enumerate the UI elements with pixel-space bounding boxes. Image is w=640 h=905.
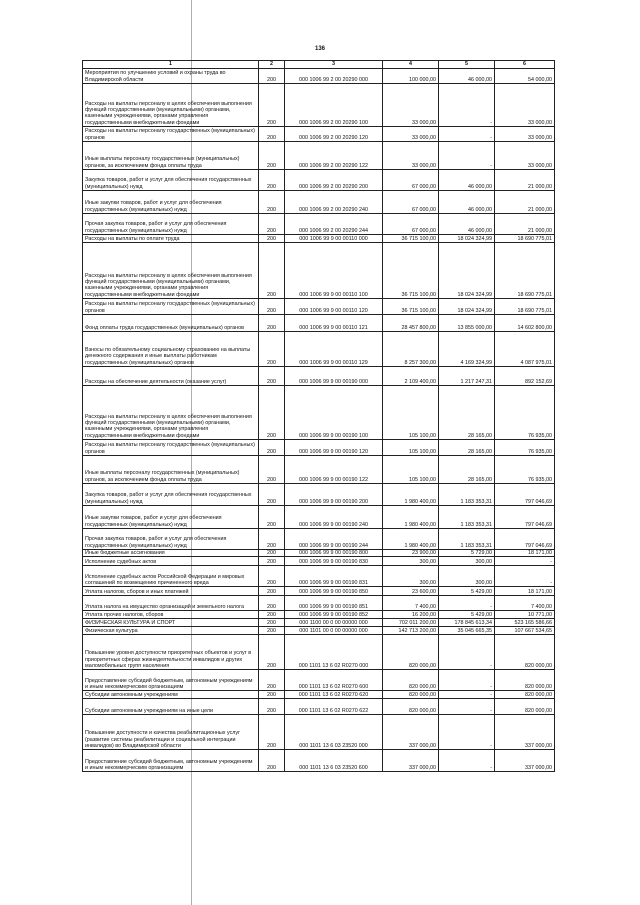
ved-code-cell: 200 (259, 587, 285, 596)
approved-amount-cell: 33 000,00 (383, 84, 439, 127)
ved-code-cell: 200 (259, 84, 285, 127)
ved-code-cell: 200 (259, 299, 285, 315)
approved-amount-cell: 33 000,00 (383, 142, 439, 170)
classification-code-cell: 000 1101 13 6 03 23520 000 (285, 715, 383, 750)
approved-amount-cell: 1 980 400,00 (383, 529, 439, 550)
header-cell: 1 (83, 61, 259, 69)
ved-code-cell: 200 (259, 386, 285, 440)
classification-code-cell: 000 1006 99 9 00 00190 852 (285, 611, 383, 619)
approved-amount-cell: 820 000,00 (383, 670, 439, 691)
approved-amount-cell: 100 000,00 (383, 69, 439, 84)
classification-code-cell: 000 1006 99 2 00 20290 200 (285, 170, 383, 191)
classification-code-cell: 000 1100 00 0 00 00000 000 (285, 619, 383, 627)
classification-code-cell: 000 1006 99 9 00 00190 240 (285, 506, 383, 529)
remaining-amount-cell: 18 171,00 (495, 550, 555, 557)
name-cell: Расходы на обеспечение деятельности (оказание услуг) (83, 367, 259, 386)
classification-code-cell: 000 1006 99 2 00 20290 240 (285, 191, 383, 214)
executed-amount-cell: 18 024 324,99 (439, 243, 495, 299)
remaining-amount-cell: 4 087 975,01 (495, 332, 555, 367)
approved-amount-cell: 67 000,00 (383, 214, 439, 235)
table-row (83, 529, 555, 550)
name-cell: Предоставление субсидий бюджетным, автономным учреждениям и иным некоммерческим организациям (83, 750, 259, 772)
approved-amount-cell: 33 000,00 (383, 127, 439, 142)
ved-code-cell: 200 (259, 142, 285, 170)
table-row (83, 440, 555, 456)
table-row (83, 191, 555, 214)
name-cell: Расходы на выплаты персоналу государственных (муниципальных) органов (83, 299, 259, 315)
executed-amount-cell: 46 000,00 (439, 191, 495, 214)
header-cell: 6 (495, 61, 555, 69)
approved-amount-cell: 142 713 200,00 (383, 627, 439, 635)
remaining-amount-cell: 18 690 775,01 (495, 299, 555, 315)
table-row (83, 699, 555, 715)
executed-amount-cell: 5 729,00 (439, 550, 495, 557)
table-row (83, 69, 555, 84)
name-cell: Субсидии автономным учреждениям (83, 691, 259, 699)
ved-code-cell: 200 (259, 484, 285, 506)
executed-amount-cell: 35 045 665,35 (439, 627, 495, 635)
name-cell: Уплата налога на имущество организаций и земельного налога (83, 596, 259, 611)
header-cell: 4 (383, 61, 439, 69)
classification-code-cell: 000 1006 99 9 00 00190 100 (285, 386, 383, 440)
name-cell: Исполнение судебных актов Российской Федерации и мировых соглашений по возмещению причиненного вреда (83, 566, 259, 587)
approved-amount-cell: 337 000,00 (383, 750, 439, 772)
table-body (83, 69, 555, 772)
executed-amount-cell: - (439, 750, 495, 772)
classification-code-cell: 000 1006 99 9 00 00190 000 (285, 367, 383, 386)
approved-amount-cell: 820 000,00 (383, 699, 439, 715)
classification-code-cell: 000 1006 99 9 00 00190 800 (285, 550, 383, 557)
ved-code-cell: 200 (259, 611, 285, 619)
classification-code-cell: 000 1006 99 9 00 00190 851 (285, 596, 383, 611)
remaining-amount-cell: - (495, 566, 555, 587)
classification-code-cell: 000 1101 13 6 03 23520 600 (285, 750, 383, 772)
ved-code-cell: 200 (259, 627, 285, 635)
ved-code-cell: 200 (259, 367, 285, 386)
approved-amount-cell: 36 715 100,00 (383, 243, 439, 299)
ved-code-cell: 200 (259, 243, 285, 299)
page-number: 136 (314, 46, 325, 52)
ved-code-cell: 200 (259, 506, 285, 529)
name-cell: Субсидии автономным учреждениям на иные цели (83, 699, 259, 715)
table-row (83, 367, 555, 386)
remaining-amount-cell: 21 000,00 (495, 170, 555, 191)
table-row (83, 557, 555, 566)
name-cell: Расходы на выплаты персоналу в целях обеспечения выполнения функций государственными (муниципальными) органами, казенными учреждениями, органами управления государственными внебюджетными фондами (83, 243, 259, 299)
table-row (83, 142, 555, 170)
classification-code-cell: 000 1006 99 9 00 00110 000 (285, 235, 383, 243)
name-cell: Уплата налогов, сборов и иных платежей (83, 587, 259, 596)
name-cell: Иные закупки товаров, работ и услуг для обеспечения государственных (муниципальных) нужд (83, 506, 259, 529)
executed-amount-cell: 300,00 (439, 566, 495, 587)
approved-amount-cell: 105 100,00 (383, 386, 439, 440)
ved-code-cell: 200 (259, 332, 285, 367)
executed-amount-cell: - (439, 596, 495, 611)
name-cell: Уплата прочих налогов, сборов (83, 611, 259, 619)
approved-amount-cell: 105 100,00 (383, 456, 439, 484)
ved-code-cell: 200 (259, 699, 285, 715)
name-cell: Иные бюджетные ассигнования (83, 550, 259, 557)
ved-code-cell: 200 (259, 315, 285, 332)
classification-code-cell: 000 1006 99 2 00 20290 244 (285, 214, 383, 235)
ved-code-cell: 200 (259, 69, 285, 84)
executed-amount-cell: 28 165,00 (439, 386, 495, 440)
table-row (83, 235, 555, 243)
classification-code-cell: 000 1006 99 2 00 20290 100 (285, 84, 383, 127)
table-row (83, 550, 555, 557)
remaining-amount-cell: 337 000,00 (495, 715, 555, 750)
approved-amount-cell: 820 000,00 (383, 691, 439, 699)
remaining-amount-cell: 820 000,00 (495, 635, 555, 670)
name-cell: Иные выплаты персоналу государственных (муниципальных) органов, за исключением фонда оплаты труда (83, 142, 259, 170)
executed-amount-cell: - (439, 715, 495, 750)
executed-amount-cell: 28 165,00 (439, 456, 495, 484)
remaining-amount-cell: 76 935,00 (495, 456, 555, 484)
remaining-amount-cell: 797 046,69 (495, 529, 555, 550)
name-cell: Мероприятия по улучшению условий и охраны труда во Владимирской области (83, 69, 259, 84)
approved-amount-cell: 702 011 200,00 (383, 619, 439, 627)
classification-code-cell: 000 1006 99 9 00 00110 121 (285, 315, 383, 332)
ved-code-cell: 200 (259, 715, 285, 750)
remaining-amount-cell: - (495, 557, 555, 566)
table-row (83, 627, 555, 635)
table-row (83, 170, 555, 191)
executed-amount-cell: 1 217 247,31 (439, 367, 495, 386)
ved-code-cell: 200 (259, 670, 285, 691)
classification-code-cell: 000 1101 13 6 02 R0270 622 (285, 699, 383, 715)
classification-code-cell: 000 1006 99 2 00 20290 122 (285, 142, 383, 170)
approved-amount-cell: 337 000,00 (383, 715, 439, 750)
table-row (83, 214, 555, 235)
name-cell: Расходы на выплаты по оплате труда (83, 235, 259, 243)
approved-amount-cell: 36 715 100,00 (383, 235, 439, 243)
executed-amount-cell: - (439, 670, 495, 691)
remaining-amount-cell: 107 667 534,65 (495, 627, 555, 635)
name-cell: ФИЗИЧЕСКАЯ КУЛЬТУРА И СПОРТ (83, 619, 259, 627)
executed-amount-cell: - (439, 699, 495, 715)
ved-code-cell: 200 (259, 170, 285, 191)
table-row (83, 566, 555, 587)
name-cell: Повышение доступности и качества реабилитационных услуг (развитие системы реабилитации и социальной интеграции инвалидов) во Владимирской области (83, 715, 259, 750)
classification-code-cell: 000 1006 99 9 00 00190 122 (285, 456, 383, 484)
table-row (83, 691, 555, 699)
executed-amount-cell: 46 000,00 (439, 69, 495, 84)
ved-code-cell: 200 (259, 566, 285, 587)
classification-code-cell: 000 1006 99 9 00 00190 850 (285, 587, 383, 596)
table-row (83, 619, 555, 627)
ved-code-cell: 200 (259, 619, 285, 627)
name-cell: Прочая закупка товаров, работ и услуг для обеспечения государственных (муниципальных) нужд (83, 214, 259, 235)
remaining-amount-cell: 820 000,00 (495, 670, 555, 691)
executed-amount-cell: 1 183 353,31 (439, 506, 495, 529)
approved-amount-cell: 8 257 300,00 (383, 332, 439, 367)
executed-amount-cell: 13 855 000,00 (439, 315, 495, 332)
remaining-amount-cell: 820 000,00 (495, 691, 555, 699)
budget-execution-table (82, 60, 555, 772)
classification-code-cell: 000 1101 13 6 02 R0270 620 (285, 691, 383, 699)
name-cell: Исполнение судебных актов (83, 557, 259, 566)
executed-amount-cell: 5 429,00 (439, 611, 495, 619)
approved-amount-cell: 820 000,00 (383, 635, 439, 670)
approved-amount-cell: 300,00 (383, 566, 439, 587)
executed-amount-cell: 28 165,00 (439, 440, 495, 456)
remaining-amount-cell: 523 165 586,66 (495, 619, 555, 627)
ved-code-cell: 200 (259, 529, 285, 550)
classification-code-cell: 000 1006 99 9 00 00110 120 (285, 299, 383, 315)
header-cell: 5 (439, 61, 495, 69)
table-row (83, 386, 555, 440)
executed-amount-cell: - (439, 635, 495, 670)
executed-amount-cell: - (439, 84, 495, 127)
remaining-amount-cell: 10 771,00 (495, 611, 555, 619)
classification-code-cell: 000 1101 13 6 02 R0270 000 (285, 635, 383, 670)
ved-code-cell: 200 (259, 691, 285, 699)
executed-amount-cell: 1 183 353,31 (439, 484, 495, 506)
name-cell: Прочая закупка товаров, работ и услуг для обеспечения государственных (муниципальных) нужд (83, 529, 259, 550)
classification-code-cell: 000 1006 99 9 00 00190 244 (285, 529, 383, 550)
remaining-amount-cell: 7 400,00 (495, 596, 555, 611)
table-row (83, 484, 555, 506)
table-row (83, 84, 555, 127)
name-cell: Закупка товаров, работ и услуг для обеспечения государственных (муниципальных) нужд (83, 170, 259, 191)
approved-amount-cell: 67 000,00 (383, 191, 439, 214)
ved-code-cell: 200 (259, 191, 285, 214)
classification-code-cell: 000 1006 99 2 00 20290 000 (285, 69, 383, 84)
name-cell: Взносы по обязательному социальному страхованию на выплаты денежного содержания и иные выплаты работникам государственных (муниципальных) органов (83, 332, 259, 367)
name-cell: Закупка товаров, работ и услуг для обеспечения государственных (муниципальных) нужд (83, 484, 259, 506)
name-cell: Повышение уровня доступности приоритетных объектов и услуг в приоритетных сферах жизнедеятельности инвалидов и других маломобильных групп населения (83, 635, 259, 670)
remaining-amount-cell: 18 171,00 (495, 587, 555, 596)
remaining-amount-cell: 76 935,00 (495, 440, 555, 456)
remaining-amount-cell: 892 152,69 (495, 367, 555, 386)
executed-amount-cell: 46 000,00 (439, 170, 495, 191)
approved-amount-cell: 23 600,00 (383, 587, 439, 596)
remaining-amount-cell: 797 046,69 (495, 506, 555, 529)
executed-amount-cell: 46 000,00 (439, 214, 495, 235)
name-cell: Расходы на выплаты персоналу государственных (муниципальных) органов (83, 127, 259, 142)
remaining-amount-cell: 18 690 775,01 (495, 243, 555, 299)
table-row (83, 127, 555, 142)
remaining-amount-cell: 797 046,69 (495, 484, 555, 506)
classification-code-cell: 000 1006 99 9 00 00190 831 (285, 566, 383, 587)
remaining-amount-cell: 18 690 775,01 (495, 235, 555, 243)
approved-amount-cell: 23 900,00 (383, 550, 439, 557)
approved-amount-cell: 67 000,00 (383, 170, 439, 191)
table-row (83, 596, 555, 611)
executed-amount-cell: 18 024 324,99 (439, 235, 495, 243)
classification-code-cell: 000 1006 99 2 00 20290 120 (285, 127, 383, 142)
classification-code-cell: 000 1101 00 0 00 00000 000 (285, 627, 383, 635)
remaining-amount-cell: 54 000,00 (495, 69, 555, 84)
executed-amount-cell: 300,00 (439, 557, 495, 566)
executed-amount-cell: - (439, 127, 495, 142)
approved-amount-cell: 1 980 400,00 (383, 506, 439, 529)
ved-code-cell: 200 (259, 127, 285, 142)
executed-amount-cell: - (439, 691, 495, 699)
header-cell: 3 (285, 61, 383, 69)
table-row (83, 750, 555, 772)
ved-code-cell: 200 (259, 235, 285, 243)
table-row (83, 243, 555, 299)
approved-amount-cell: 2 109 400,00 (383, 367, 439, 386)
executed-amount-cell: 5 429,00 (439, 587, 495, 596)
ved-code-cell: 200 (259, 635, 285, 670)
remaining-amount-cell: 14 602 800,00 (495, 315, 555, 332)
executed-amount-cell: 1 183 353,31 (439, 529, 495, 550)
ved-code-cell: 200 (259, 456, 285, 484)
classification-code-cell: 000 1006 99 9 00 00110 100 (285, 243, 383, 299)
classification-code-cell: 000 1006 99 9 00 00190 200 (285, 484, 383, 506)
name-cell: Расходы на выплаты персоналу в целях обеспечения выполнения функций государственными (муниципальными) органами, казенными учреждениями, органами управления государственными внебюджетными фондами (83, 84, 259, 127)
ved-code-cell: 200 (259, 750, 285, 772)
remaining-amount-cell: 33 000,00 (495, 142, 555, 170)
classification-code-cell: 000 1006 99 9 00 00190 830 (285, 557, 383, 566)
name-cell: Иные закупки товаров, работ и услуг для обеспечения государственных (муниципальных) нужд (83, 191, 259, 214)
approved-amount-cell: 28 457 800,00 (383, 315, 439, 332)
table-row (83, 315, 555, 332)
remaining-amount-cell: 820 000,00 (495, 699, 555, 715)
approved-amount-cell: 1 980 400,00 (383, 484, 439, 506)
name-cell: Иные выплаты персоналу государственных (муниципальных) органов, за исключением фонда оплаты труда (83, 456, 259, 484)
table-row (83, 670, 555, 691)
approved-amount-cell: 7 400,00 (383, 596, 439, 611)
ved-code-cell: 200 (259, 214, 285, 235)
name-cell: Фонд оплаты труда государственных (муниципальных) органов (83, 315, 259, 332)
table-row (83, 611, 555, 619)
name-cell: Расходы на выплаты персоналу государственных (муниципальных) органов (83, 440, 259, 456)
table-row (83, 715, 555, 750)
classification-code-cell: 000 1006 99 9 00 00190 120 (285, 440, 383, 456)
ved-code-cell: 200 (259, 440, 285, 456)
approved-amount-cell: 105 100,00 (383, 440, 439, 456)
executed-amount-cell: 18 024 324,99 (439, 299, 495, 315)
ved-code-cell: 200 (259, 550, 285, 557)
ved-code-cell: 200 (259, 557, 285, 566)
table-row (83, 332, 555, 367)
executed-amount-cell: - (439, 142, 495, 170)
approved-amount-cell: 300,00 (383, 557, 439, 566)
table-row (83, 635, 555, 670)
remaining-amount-cell: 21 000,00 (495, 191, 555, 214)
name-cell: Расходы на выплаты персоналу в целях обеспечения выполнения функций государственными (муниципальными) органами, казенными учреждениями, органами управления государственными внебюджетными фондами (83, 386, 259, 440)
remaining-amount-cell: 21 000,00 (495, 214, 555, 235)
classification-code-cell: 000 1006 99 9 00 00110 129 (285, 332, 383, 367)
approved-amount-cell: 36 715 100,00 (383, 299, 439, 315)
table-row (83, 456, 555, 484)
remaining-amount-cell: 33 000,00 (495, 84, 555, 127)
table-header-row (83, 61, 555, 69)
ved-code-cell: 200 (259, 596, 285, 611)
table-row (83, 299, 555, 315)
remaining-amount-cell: 76 935,00 (495, 386, 555, 440)
table-row (83, 587, 555, 596)
executed-amount-cell: 178 845 613,34 (439, 619, 495, 627)
executed-amount-cell: 4 169 324,99 (439, 332, 495, 367)
remaining-amount-cell: 33 000,00 (495, 127, 555, 142)
name-cell: Физическая культура (83, 627, 259, 635)
remaining-amount-cell: 337 000,00 (495, 750, 555, 772)
classification-code-cell: 000 1101 13 6 02 R0270 600 (285, 670, 383, 691)
header-cell: 2 (259, 61, 285, 69)
name-cell: Предоставление субсидий бюджетным, автономным учреждениям и иным некоммерческим организациям (83, 670, 259, 691)
approved-amount-cell: 16 200,00 (383, 611, 439, 619)
table-row (83, 506, 555, 529)
